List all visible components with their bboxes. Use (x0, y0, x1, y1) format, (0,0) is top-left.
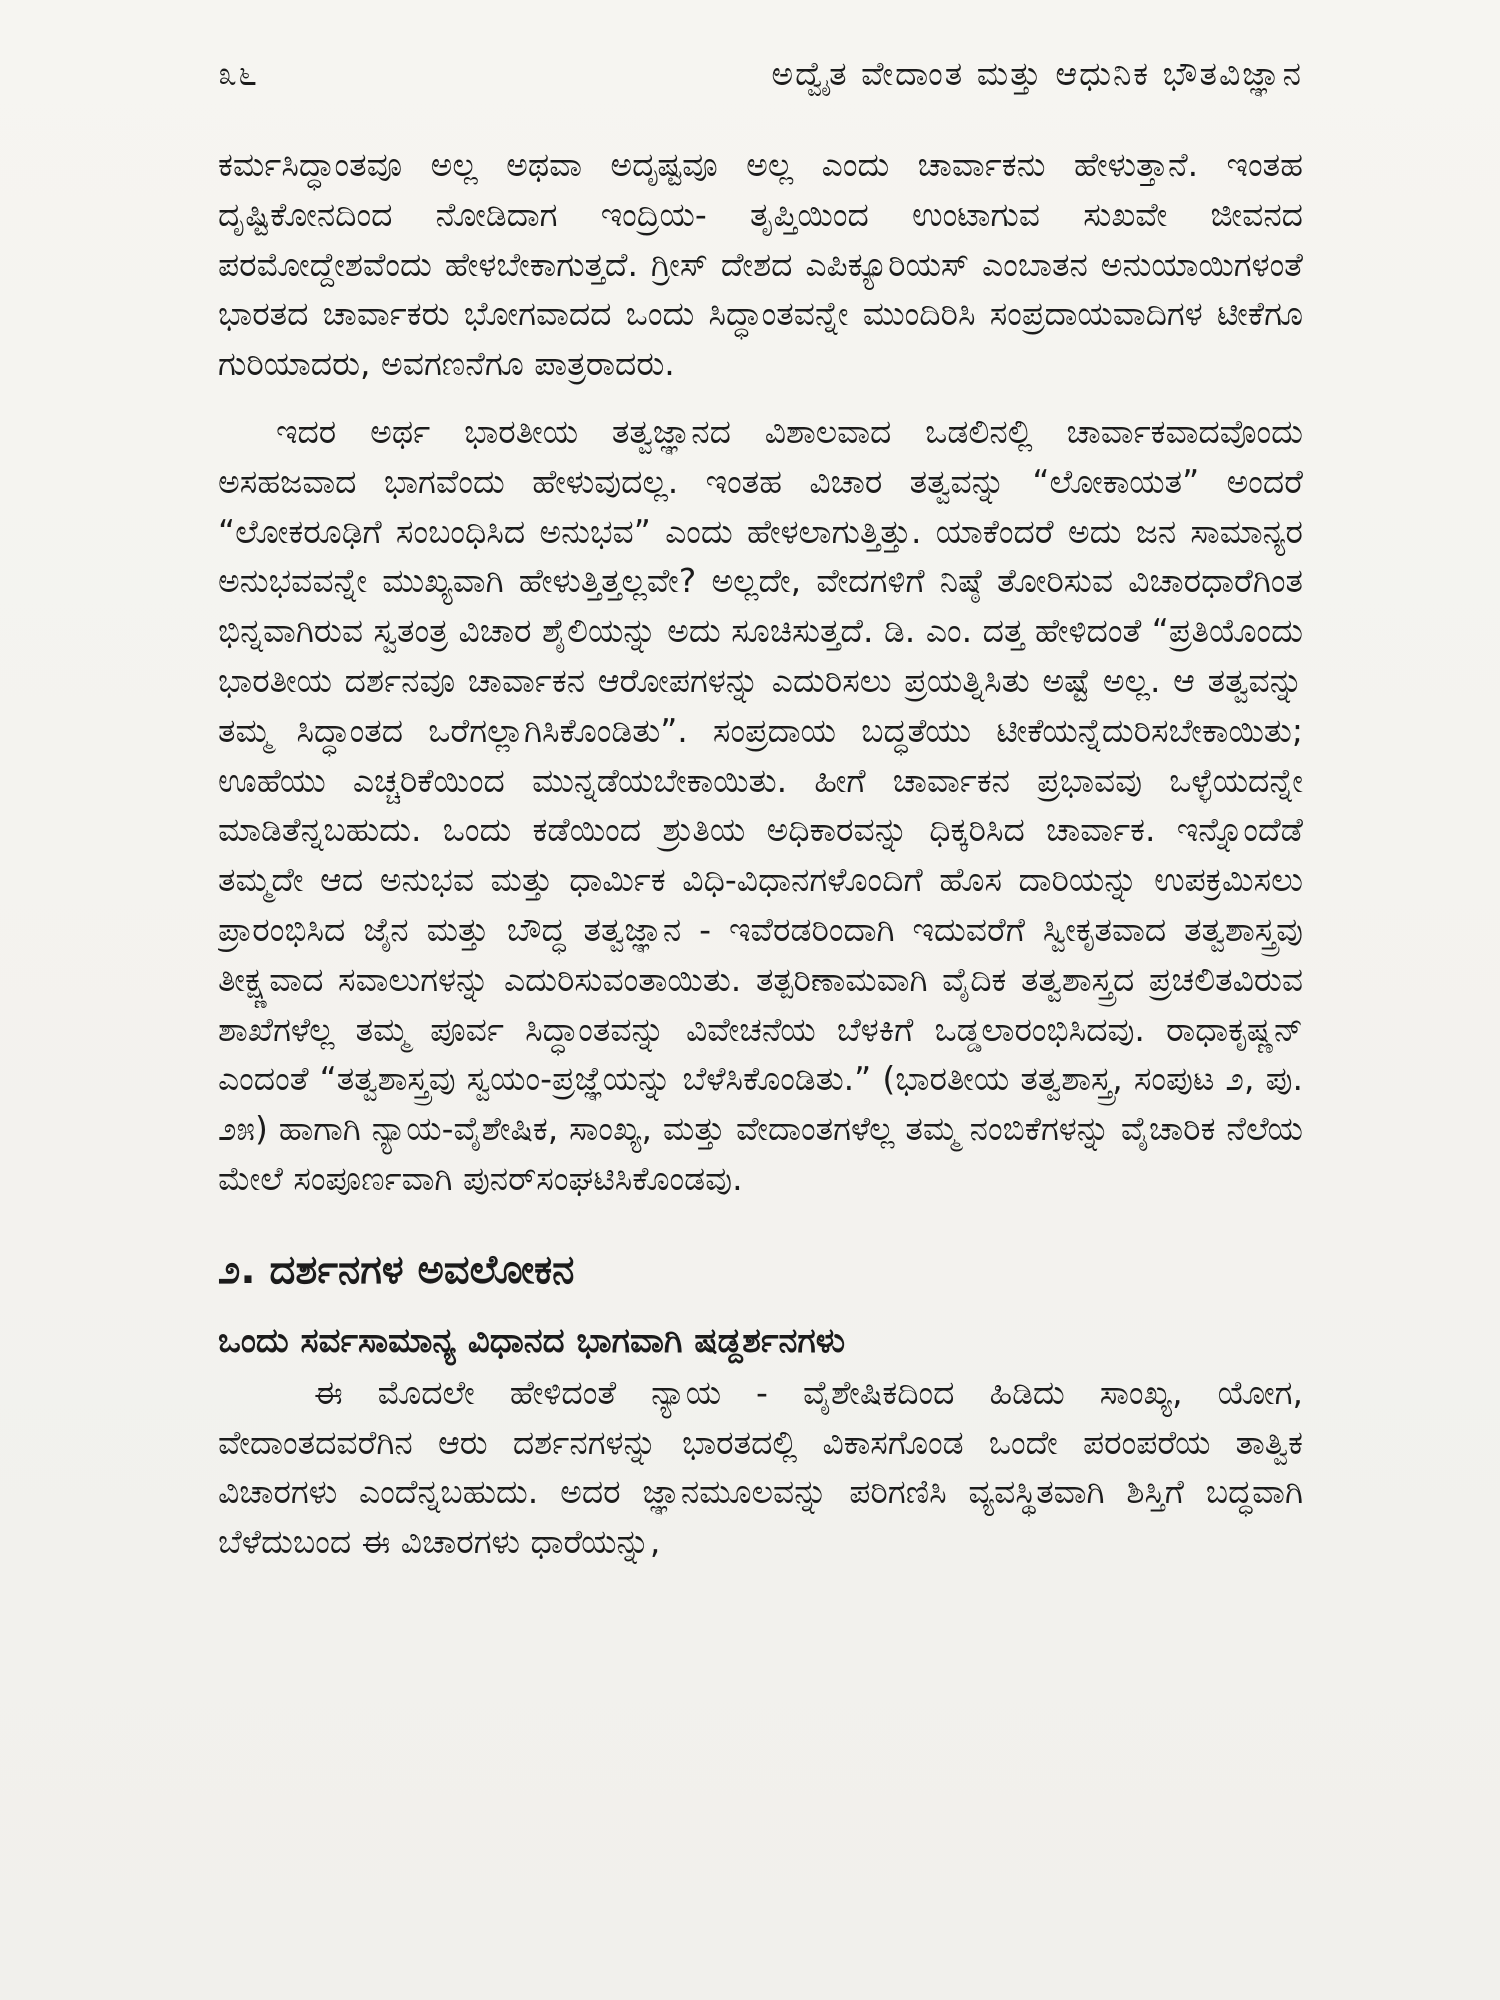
section-paragraph: ಈ ಮೊದಲೇ ಹೇಳಿದಂತೆ ನ್ಯಾಯ - ವೈಶೇಷಿಕದಿಂದ ಹಿಡಿದು ಸಾಂಖ್ಯ, ಯೋಗ, ವೇದಾಂತದವರೆಗಿನ ಆರು ದರ್ಶನಗಳನ್ನು ಭಾರತದಲ್ಲಿ ವಿಕಾಸಗೊಂಡ ಒಂದೇ ಪರಂಪರೆಯ ತಾತ್ವಿಕ ವಿಚಾರಗಳು ಎಂದೆನ್ನಬಹುದು. ಅದರ ಜ್ಞಾನಮೂಲವನ್ನು ಪರಿಗಣಿಸಿ ವ್ಯವಸ್ಥಿತವಾಗಿ ಶಿಸ್ತಿಗೆ ಬದ್ಧವಾಗಿ ಬೆಳೆದುಬಂದ ಈ ವಿಚಾರಗಳು ಧಾರೆಯನ್ನು, (218, 1372, 1303, 1562)
page-content (218, 140, 1303, 1960)
subheading: ಒಂದು ಸರ್ವಸಾಮಾನ್ಯ ವಿಧಾನದ ಭಾಗವಾಗಿ ಷಡ್ದರ್ಶನಗಳು (218, 1320, 846, 1361)
paragraph-2: ಇದರ ಅರ್ಥ ಭಾರತೀಯ ತತ್ವಜ್ಞಾನದ ವಿಶಾಲವಾದ ಒಡಲಿನಲ್ಲಿ ಚಾರ್ವಾಕವಾದವೊಂದು ಅಸಹಜವಾದ ಭಾಗವೆಂದು ಹೇಳುವುದಲ್ಲ. ಇಂತಹ ವಿಚಾರ ತತ್ವವನ್ನು “ಲೋಕಾಯತ” ಅಂದರೆ “ಲೋಕರೂಢಿಗೆ ಸಂಬಂಧಿಸಿದ ಅನುಭವ” ಎಂದು ಹೇಳಲಾಗುತ್ತಿತ್ತು. ಯಾಕೆಂದರೆ ಅದು ಜನ ಸಾಮಾನ್ಯರ ಅನುಭವವನ್ನೇ ಮುಖ್ಯವಾಗಿ ಹೇಳುತ್ತಿತ್ತಲ್ಲವೇ? ಅಲ್ಲದೇ, ವೇದಗಳಿಗೆ ನಿಷ್ಠೆ ತೋರಿಸುವ ವಿಚಾರಧಾರೆಗಿಂತ ಭಿನ್ನವಾಗಿರುವ ಸ್ವತಂತ್ರ ವಿಚಾರ ಶೈಲಿಯನ್ನು ಅದು ಸೂಚಿಸುತ್ತದೆ. ಡಿ. ಎಂ. ದತ್ತ ಹೇಳಿದಂತೆ “ಪ್ರತಿಯೊಂದು ಭಾರತೀಯ ದರ್ಶನವೂ ಚಾರ್ವಾಕನ ಆರೋಪಗಳನ್ನು ಎದುರಿಸಲು ಪ್ರಯತ್ನಿಸಿತು ಅಷ್ಟೆ ಅಲ್ಲ. ಆ ತತ್ವವನ್ನು ತಮ್ಮ ಸಿದ್ಧಾಂತದ ಒರೆಗಲ್ಲಾಗಿಸಿಕೊಂಡಿತು”. ಸಂಪ್ರದಾಯ ಬದ್ಧತೆಯು ಟೀಕೆಯನ್ನೆದುರಿಸಬೇಕಾಯಿತು; ಊಹೆಯು ಎಚ್ಚರಿಕೆಯಿಂದ ಮುನ್ನಡೆಯಬೇಕಾಯಿತು. ಹೀಗೆ ಚಾರ್ವಾಕನ ಪ್ರಭಾವವು ಒಳ್ಳೆಯದನ್ನೇ ಮಾಡಿತೆನ್ನಬಹುದು. ಒಂದು ಕಡೆಯಿಂದ ಶ್ರುತಿಯ ಅಧಿಕಾರವನ್ನು ಧಿಕ್ಕರಿಸಿದ ಚಾರ್ವಾಕ. ಇನ್ನೊಂದೆಡೆ ತಮ್ಮದೇ ಆದ ಅನುಭವ ಮತ್ತು ಧಾರ್ಮಿಕ ವಿಧಿ-ವಿಧಾನಗಳೊಂದಿಗೆ ಹೊಸ ದಾರಿಯನ್ನು ಉಪಕ್ರಮಿಸಲು ಪ್ರಾರಂಭಿಸಿದ ಜೈನ ಮತ್ತು ಬೌದ್ಧ ತತ್ವಜ್ಞಾನ - ಇವೆರಡರಿಂದಾಗಿ ಇದುವರೆಗೆ ಸ್ವೀಕೃತವಾದ ತತ್ವಶಾಸ್ತ್ರವು ತೀಕ್ಷ್ಣವಾದ ಸವಾಲುಗಳನ್ನು ಎದುರಿಸುವಂತಾಯಿತು. ತತ್ಪರಿಣಾಮವಾಗಿ ವೈದಿಕ ತತ್ವಶಾಸ್ತ್ರದ ಪ್ರಚಲಿತವಿರುವ ಶಾಖೆಗಳೆಲ್ಲ ತಮ್ಮ ಪೂರ್ವ ಸಿದ್ಧಾಂತವನ್ನು ವಿವೇಚನೆಯ ಬೆಳಕಿಗೆ ಒಡ್ಡಲಾರಂಭಿಸಿದವು. ರಾಧಾಕೃಷ್ಣನ್ ಎಂದಂತೆ “ತತ್ವಶಾಸ್ತ್ರವು ಸ್ವಯಂ-ಪ್ರಜ್ಞೆಯನ್ನು ಬೆಳೆಸಿಕೊಂಡಿತು.” (ಭಾರತೀಯ ತತ್ವಶಾಸ್ತ್ರ, ಸಂಪುಟ ೨, ಪು. ೨೫) ಹಾಗಾಗಿ ನ್ಯಾಯ-ವೈಶೇಷಿಕ, ಸಾಂಖ್ಯ, ಮತ್ತು ವೇದಾಂತಗಳೆಲ್ಲ ತಮ್ಮ ನಂಬಿಕೆಗಳನ್ನು ವೈಚಾರಿಕ ನೆಲೆಯ ಮೇಲೆ ಸಂಪೂರ್ಣವಾಗಿ ಪುನರ್‌ಸಂಘಟಿಸಿಕೊಂಡವು. (218, 411, 1303, 1198)
paragraph-1: ಕರ್ಮಸಿದ್ಧಾಂತವೂ ಅಲ್ಲ ಅಥವಾ ಅದೃಷ್ಟವೂ ಅಲ್ಲ ಎಂದು ಚಾರ್ವಾಕನು ಹೇಳುತ್ತಾನೆ. ಇಂತಹ ದೃಷ್ಟಿಕೋನದಿಂದ ನೋಡಿದಾಗ ಇಂದ್ರಿಯ- ತೃಪ್ತಿಯಿಂದ ಉಂಟಾಗುವ ಸುಖವೇ ಜೀವನದ ಪರಮೋದ್ದೇಶವೆಂದು ಹೇಳಬೇಕಾಗುತ್ತದೆ. ಗ್ರೀಸ್ ದೇಶದ ಎಪಿಕ್ಯೂರಿಯಸ್ ಎಂಬಾತನ ಅನುಯಾಯಿಗಳಂತೆ ಭಾರತದ ಚಾರ್ವಾಕರು ಭೋಗವಾದದ ಒಂದು ಸಿದ್ಧಾಂತವನ್ನೇ ಮುಂದಿರಿಸಿ ಸಂಪ್ರದಾಯವಾದಿಗಳ ಟೀಕೆಗೂ ಗುರಿಯಾದರು, ಅವಗಣನೆಗೂ ಪಾತ್ರರಾದರು. (218, 145, 1303, 384)
page-header (218, 46, 1303, 102)
running-title: ಅದ್ವೈತ ವೇದಾಂತ ಮತ್ತು ಆಧುನಿಕ ಭೌತವಿಜ್ಞಾನ (771, 54, 1303, 93)
section-heading: ೨. ದರ್ಶನಗಳ ಅವಲೋಕನ (218, 1246, 575, 1293)
page-number: ೩೬ (218, 54, 259, 94)
